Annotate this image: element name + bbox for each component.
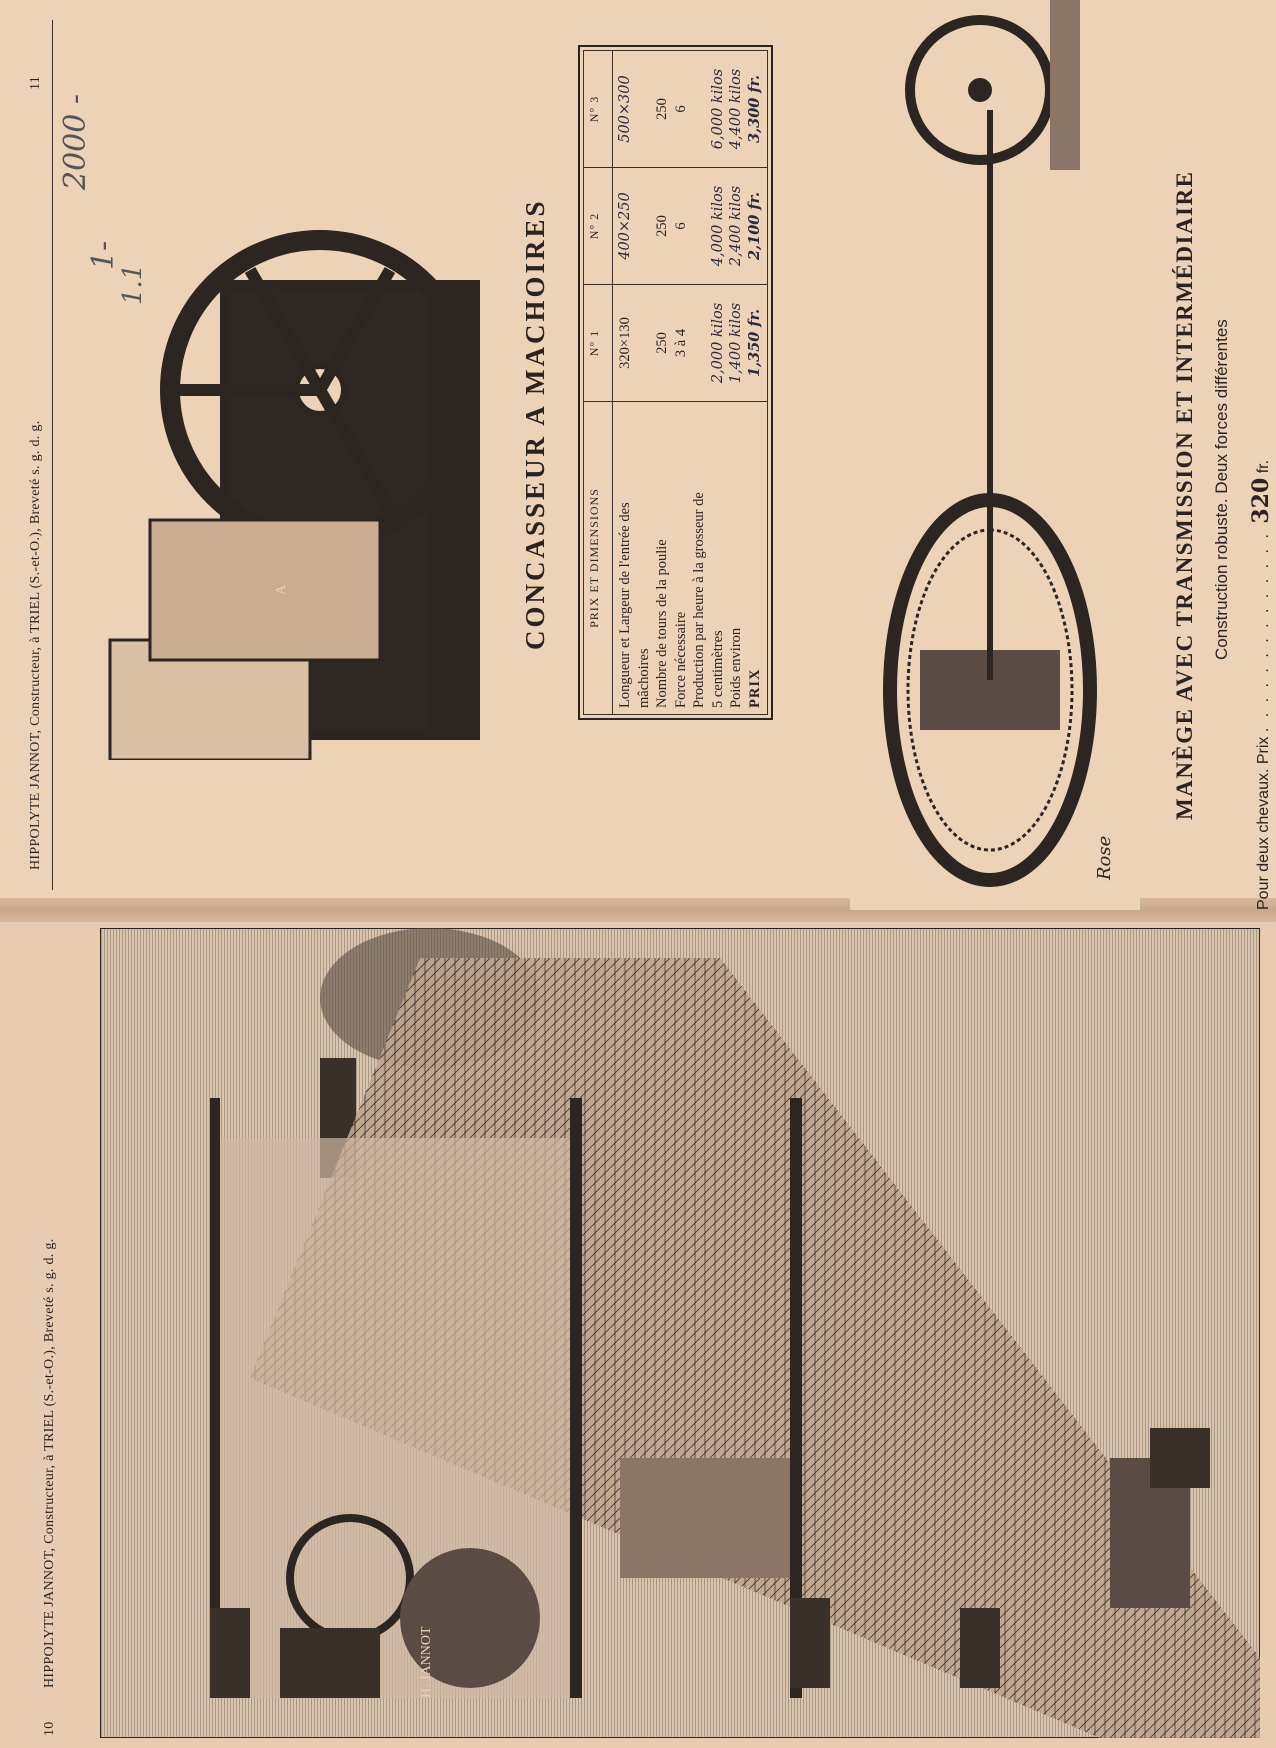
manege-price-line: Pour deux chevaux. Prix . . . . . . . . . . . . . . 320 fr. <box>1248 459 1274 910</box>
row-label: PRIX <box>746 668 763 708</box>
row-label: Longueur et Largeur de l'entrée des <box>617 502 633 708</box>
manege-subtitle: Construction robuste. Deux forces différentes <box>1212 319 1231 660</box>
cell: 2,000 kilos <box>709 302 726 384</box>
page-header: HIPPOLYTE JANNOT, Constructeur, à TRIEL (S.-et-O.), Breveté s. g. d. g. <box>28 420 43 870</box>
handwritten-note-1: 1- <box>86 240 121 270</box>
cell: 3 à 4 <box>672 328 689 358</box>
crusher-price-table <box>578 45 773 720</box>
jaw-crusher-engraving <box>90 120 490 760</box>
col-header-n1: N° 1 <box>584 285 613 402</box>
cell: 6,000 kilos <box>709 68 726 150</box>
col-n1-values <box>613 285 768 402</box>
row-label: 5 centimètres <box>709 630 726 708</box>
price-unit: fr. <box>1255 459 1272 474</box>
cell: 320×130 <box>617 317 633 369</box>
page-number: 10 <box>42 1721 57 1736</box>
cell: 500×300 <box>617 75 633 143</box>
col-n3-values <box>613 51 768 168</box>
cell: 250 <box>654 332 670 354</box>
page-number: 11 <box>28 75 43 90</box>
cell: 400×250 <box>617 192 633 260</box>
cell: 6 <box>672 222 689 230</box>
cell: 2,100 fr. <box>745 191 763 261</box>
horse-gear-engraving <box>850 0 1140 910</box>
price-line-text: Pour deux chevaux. Prix <box>1255 736 1272 910</box>
cell: 6 <box>672 105 689 113</box>
cell: 250 <box>654 98 670 120</box>
col-header-n3: N° 3 <box>584 51 613 168</box>
factory-engraving <box>100 928 1260 1738</box>
price-value: 320 <box>1248 477 1274 524</box>
manege-title: MANÈGE AVEC TRANSMISSION ET INTERMÉDIAIRE <box>1172 170 1197 820</box>
cell: 4,400 kilos <box>728 68 744 150</box>
page-header: HIPPOLYTE JANNOT, Constructeur, à TRIEL (S.-et-O.), Breveté s. g. d. g. <box>42 1238 57 1688</box>
cell: 2,400 kilos <box>728 185 744 267</box>
engine-maker-plate: H. JANNOT <box>419 1626 434 1698</box>
page-ten-content <box>0 910 1276 1748</box>
row-label: mâchoires <box>635 648 652 708</box>
cell: 250 <box>654 215 670 237</box>
cell: 4,000 kilos <box>709 185 726 267</box>
cell: 1,400 kilos <box>728 302 744 384</box>
header-rule <box>52 20 53 890</box>
row-labels <box>613 402 768 715</box>
crusher-title: CONCASSEUR A MACHOIRES <box>520 198 550 650</box>
cell: 1,350 fr. <box>745 308 763 378</box>
col-header-n2: N° 2 <box>584 168 613 285</box>
row-label: Poids environ <box>728 627 744 708</box>
col-n2-values <box>613 168 768 285</box>
cell: 3,300 fr. <box>745 74 763 144</box>
col-header-prix: PRIX ET DIMENSIONS <box>584 402 613 715</box>
row-label: Force nécessaire <box>672 611 689 708</box>
handwritten-note-2: 1.1 <box>118 263 148 305</box>
engraver-signature: Rose <box>1094 835 1115 880</box>
handwritten-note-3: 2000 - <box>58 93 93 190</box>
row-label: Nombre de tours de la poulie <box>654 539 670 708</box>
svg-text:A: A <box>274 584 289 595</box>
row-label: Production par heure à la grosseur de <box>691 492 707 708</box>
